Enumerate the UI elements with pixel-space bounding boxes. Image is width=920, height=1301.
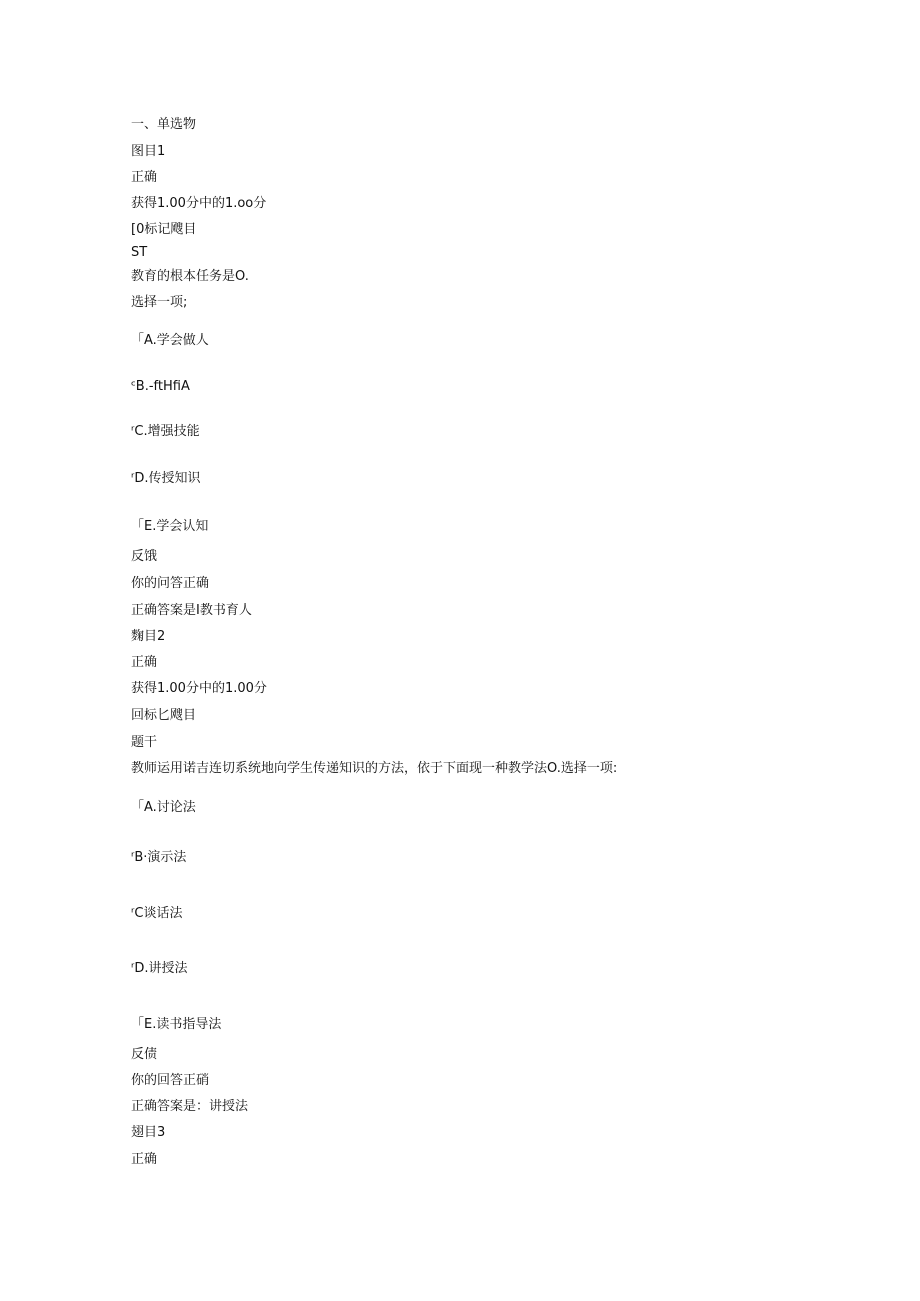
correct-answer: 正确答案是I教书育人 <box>131 603 252 618</box>
question-score: 获得1.00分中的1.00分 <box>131 681 267 696</box>
section-title: 一、单选物 <box>131 117 197 132</box>
question-number-label: 翅目3 <box>131 1125 166 1140</box>
flag-question-link[interactable]: [0标记飕目 <box>131 222 197 237</box>
feedback-label: 反债 <box>131 1047 158 1062</box>
question-number-label: 麴目2 <box>131 629 166 644</box>
question-text: 教师运用诺吉连切系统地向学生传递知识的方法，依于下面现一种教学法O.选择一项: <box>131 761 618 776</box>
option-d[interactable]: ʳD.讲授法 <box>131 961 188 976</box>
question-status: 正确 <box>131 170 158 185</box>
feedback-text: 你的回答正硝 <box>131 1073 210 1088</box>
question-prompt: 选择一项; <box>131 295 188 310</box>
feedback-text: 你的问答正确 <box>131 576 210 591</box>
question-number-label: 图目1 <box>131 144 166 159</box>
flag-question-link[interactable]: 回标匕飕目 <box>131 708 197 723</box>
question-stem-label: 题干 <box>131 735 158 750</box>
question-score: 获得1.00分中的1.oo分 <box>131 196 267 211</box>
question-text: 教育的根本任务是O. <box>131 269 249 284</box>
option-a[interactable]: 「A.讨论法 <box>131 800 196 815</box>
option-a[interactable]: 「A.学会做人 <box>131 333 209 348</box>
option-e[interactable]: 「E.学会认知 <box>131 519 209 534</box>
option-e[interactable]: 「E.读书指导法 <box>131 1017 222 1032</box>
option-b[interactable]: ᶜB.-ftHfiA <box>131 379 190 394</box>
question-stem-label: ST <box>131 245 148 260</box>
option-d[interactable]: ʳD.传授知识 <box>131 471 201 486</box>
option-c[interactable]: ʳC谈话法 <box>131 906 183 921</box>
option-b[interactable]: ʳB·演示法 <box>131 850 187 865</box>
correct-answer: 正确答案是：讲授法 <box>131 1099 249 1114</box>
option-c[interactable]: ʳC.增强技能 <box>131 424 200 439</box>
question-status: 正确 <box>131 655 158 670</box>
feedback-label: 反饿 <box>131 549 158 564</box>
question-status: 正确 <box>131 1152 158 1167</box>
